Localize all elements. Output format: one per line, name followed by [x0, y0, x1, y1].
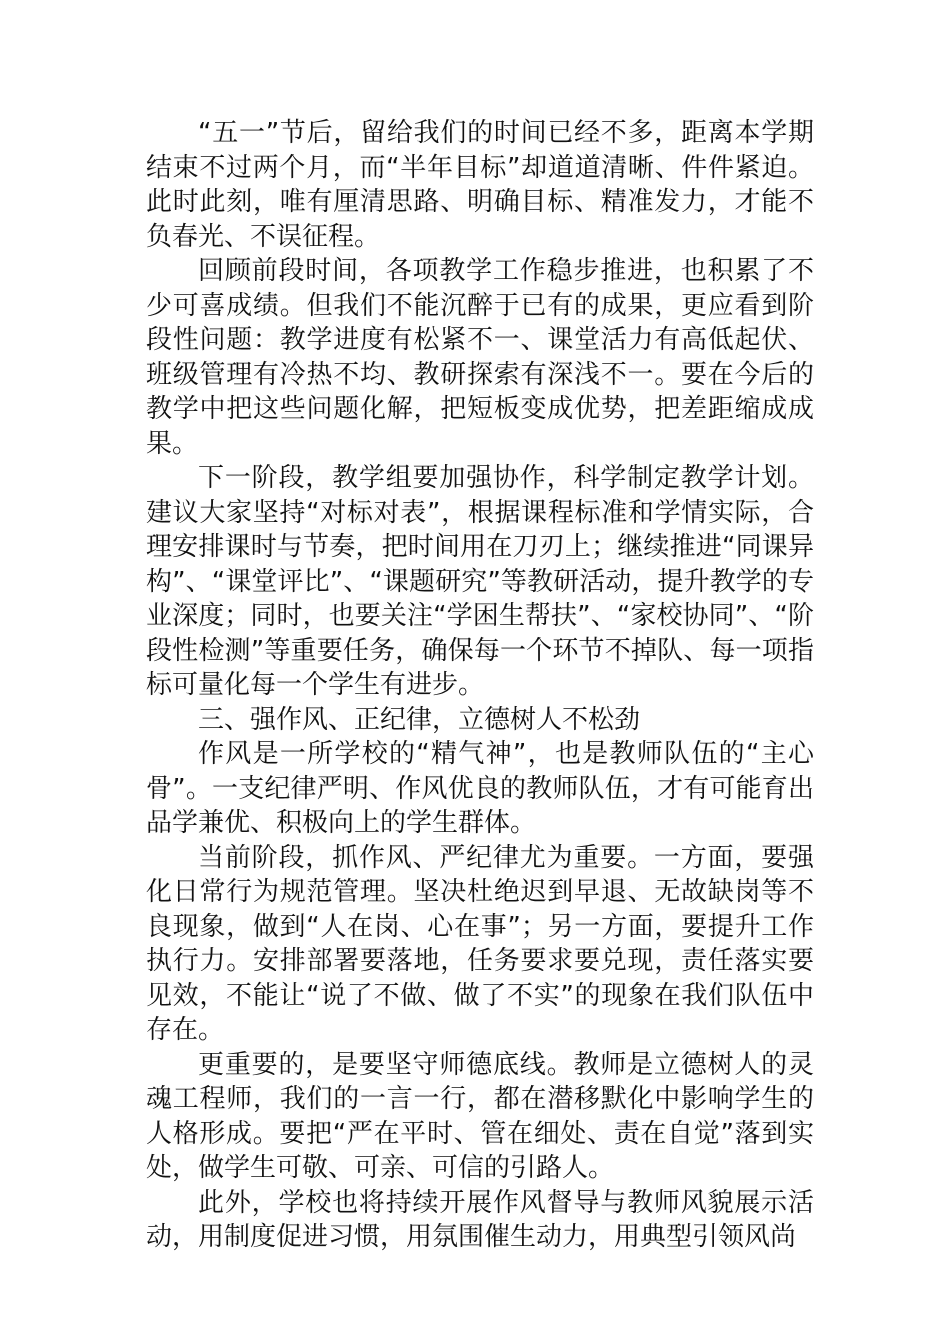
paragraph-after-may-day: “五一”节后，留给我们的时间已经不多，距离本学期结束不过两个月，而“半年目标”却道道清晰、件件紧迫。此时此刻，唯有厘清思路、明确目标、精准发力，才能不负春光、不误征程。 — [146, 118, 814, 252]
paragraph-supervision: 此外，学校也将持续开展作风督导与教师风貌展示活动，用制度促进习惯，用氛围催生动力，用典型引领风尚 — [146, 1187, 814, 1252]
paragraph-review: 回顾前段时间，各项教学工作稳步推进，也积累了不少可喜成绩。但我们不能沉醉于已有的成果，更应看到阶段性问题：教学进度有松紧不一、课堂活力有高低起伏、班级管理有冷热不均、教研探索有深浅不一。要在今后的教学中把这些问题化解，把短板变成优势，把差距缩成成果。 — [146, 256, 814, 459]
section-heading-three: 三、强作风、正纪律，立德树人不松劲 — [198, 704, 641, 735]
paragraph-teacher-ethics: 更重要的，是要坚守师德底线。教师是立德树人的灵魂工程师，我们的一言一行，都在潜移默化中影响学生的人格形成。要把“严在平时、管在细处、责在自觉”落到实处，做学生可敬、可亲、可信的引路人。 — [146, 1049, 814, 1183]
paragraph-work-style: 作风是一所学校的“精气神”，也是教师队伍的“主心骨”。一支纪律严明、作风优良的教师队伍，才有可能育出品学兼优、积极向上的学生群体。 — [146, 739, 814, 838]
paragraph-next-stage: 下一阶段，教学组要加强协作，科学制定教学计划。建议大家坚持“对标对表”，根据课程标准和学情实际，合理安排课时与节奏，把时间用在刀刃上；继续推进“同课异构”、“课堂评比”、“课题研究”等教研活动，提升教学的专业深度；同时，也要关注“学困生帮扶”、“家校协同”、“阶段性检测”等重要任务，确保每一个环节不掉队、每一项指标可量化每一个学生有进步。 — [146, 463, 814, 700]
paragraph-discipline: 当前阶段，抓作风、严纪律尤为重要。一方面，要强化日常行为规范管理。坚决杜绝迟到早退、无故缺岗等不良现象，做到“人在岗、心在事”；另一方面，要提升工作执行力。安排部署要落地，任务要求要兑现，责任落实要见效，不能让“说了不做、做了不实”的现象在我们队伍中存在。 — [146, 842, 814, 1045]
document-body — [146, 116, 814, 1255]
